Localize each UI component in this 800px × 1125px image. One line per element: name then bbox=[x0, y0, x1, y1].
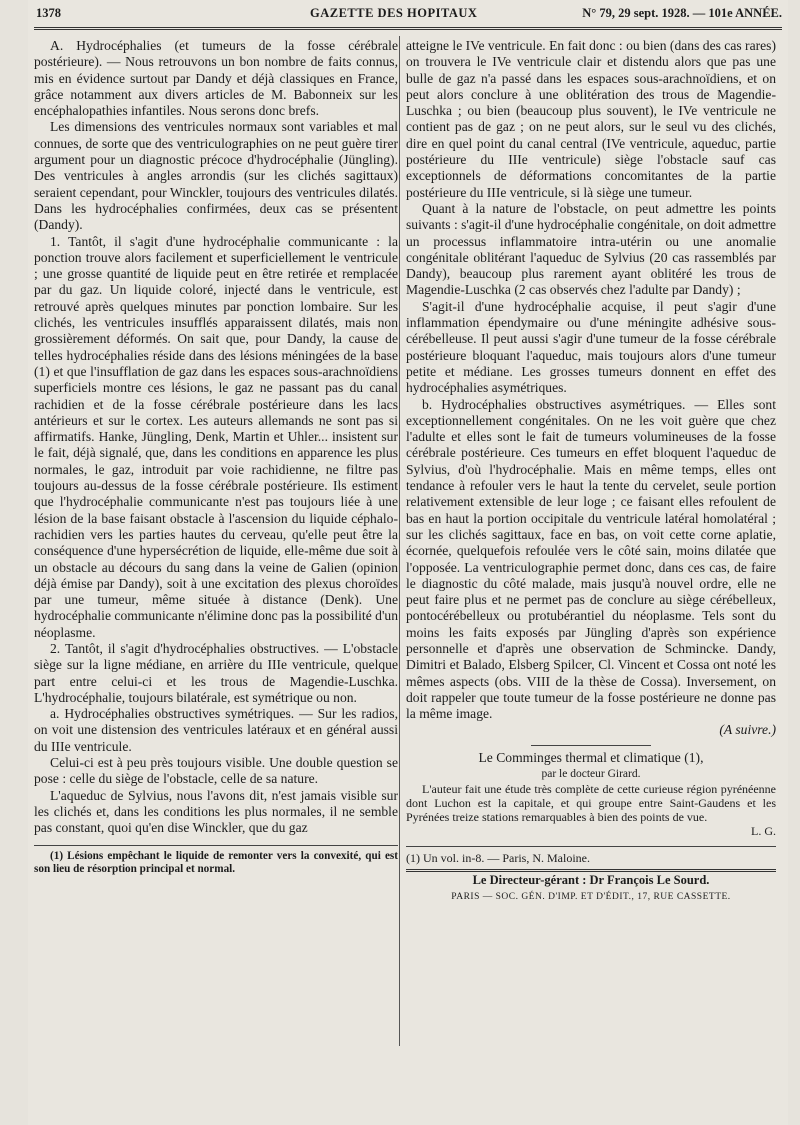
paragraph: Celui-ci est à peu près toujours visible. Une double question se pose : celle du siège de l'obstacle, celle de sa nature. bbox=[34, 755, 398, 787]
review-footnote: (1) Un vol. in-8. — Paris, N. Maloine. bbox=[406, 851, 590, 866]
paragraph: b. Hydrocéphalies obstructives asymétriques. — Elles sont exceptionnellement congénitales. On ne les voit guère que chez l'adulte et elles sont le fait de tumeurs volumineuses de la fosse cérébrale postérieure. Ces tumeurs en effet bloquent l'aqueduc de Sylvius, d'où l'hydrocéphalie. Mais en même temps, elles ont tendance à refouler vers le haut la tente du cervelet, seule portion relativement extensible de leur loge ; ce faisant elles refoulent de bas en haut la portion occipitale du ventricule latéral homolatéral ; sur les clichés sagittaux, face en bas, on voit cette corne aplatie, écornée, quelquefois refoulée vers le côté sain, moins dilatée que l'opposée. La ventriculographie permet donc, dans ces cas, de faire le diagnostic du côté malade, mais jusqu'à nouvel ordre, elle ne peut faire plus et ne permet pas de conclure au siège cérébelleux, pontocérébelleux ou protubérantiel du néoplasme. Tels sont du moins les faits exposés par Jüngling d'après son expérience personnelle et d'après une observation de Schmincke. Dandy, Dimitri et Balado, Elsberg Spilcer, Cl. Vincent et Cossa ont noté les mêmes aspects (obs. VIII de la thèse de Cossa). Inversement, on doit rappeler que toute tumeur de la fosse postérieure ne donne pas la même image. bbox=[406, 396, 776, 722]
right-column bbox=[406, 38, 776, 905]
header-rule bbox=[34, 27, 782, 30]
page-header bbox=[28, 6, 788, 24]
paragraph: Les dimensions des ventricules normaux sont variables et mal connues, de sorte que des ventriculographies on ne peut guère tirer argument pour un diagnostic précoce d'hydrocéphalie (Jüngling). Des ventricules à angles arrondis (sur les clichés sagittaux) seraient cependant, pour Winckler, toujours des ventricules dilatés. Dans les hydrocéphalies confirmées, deux cas se présentent (Dandy). bbox=[34, 119, 398, 233]
column-divider bbox=[399, 36, 400, 1046]
footnote-rule bbox=[406, 846, 776, 847]
newspaper-page bbox=[28, 0, 788, 1125]
paragraph: Quant à la nature de l'obstacle, on peut admettre les points suivants : s'agit-il d'une hydrocéphalie congénitale, on doit admettre un processus inflammatoire intra-utérin ou une anomalie congénitale oblitérant l'aqueduc de Sylvius (20 cas rassemblés par Dandy), beaucoup plus rarement ayant oblitéré les trous de Magendie-Luschka (2 cas observés chez l'adulte par Dandy) ; bbox=[406, 200, 776, 298]
paragraph: A. Hydrocéphalies (et tumeurs de la fosse cérébrale postérieure). — Nous retrouvons un bon nombre de faits connus, mis en évidence surtout par Dandy et déjà classiques en France, grâce notamment aux divers articles de M. Babonneix sur les encéphalopathies infantiles. Nous serons donc brefs. bbox=[34, 38, 398, 119]
review-body: L'auteur fait une étude très complète de cette curieuse région pyrénéenne dont Luchon est la capitale, et qui groupe entre Saint-Gaudens et les Pyrénées treize stations remarquables à bien des points de vue. bbox=[406, 782, 776, 825]
issue-info: N° 79, 29 sept. 1928. — 101e ANNÉE. bbox=[582, 6, 782, 20]
paragraph: S'agit-il d'une hydrocéphalie acquise, il peut s'agir d'une inflammation épendymaire ou d'une méningite adhésive sous-cérébelleuse. Il peut aussi s'agir d'une tumeur de la fosse cérébrale postérieure bloquant l'aqueduc, mais toujours alors d'une tumeur petite et médiane. Les grosses tumeurs donnent en effet des hydrocéphalies asymétriques. bbox=[406, 298, 776, 396]
review-signature: L. G. bbox=[751, 824, 776, 839]
footer-printer: PARIS — SOC. GÉN. D'IMP. ET D'ÉDIT., 17, RUE CASSETTE. bbox=[451, 891, 731, 902]
page-number: 1378 bbox=[36, 6, 61, 20]
journal-title: GAZETTE DES HOPITAUX bbox=[310, 6, 478, 20]
to-follow: (A suivre.) bbox=[719, 722, 776, 738]
section-separator bbox=[531, 745, 651, 746]
paragraph: 2. Tantôt, il s'agit d'hydrocéphalies obstructives. — L'obstacle siège sur la ligne médiane, en arrière du IIIe ventricule, quelque part entre celui-ci et les trous de Magendie-Luschka. L'hydrocéphalie, toujours bilatérale, est symétrique ou non. bbox=[34, 640, 398, 705]
review-author: par le docteur Girard. bbox=[541, 768, 641, 781]
left-column bbox=[34, 38, 398, 876]
paragraph: L'aqueduc de Sylvius, nous l'avons dit, n'est jamais visible sur les clichés et, dans les conditions les plus normales, il ne semble pas constant, quoi qu'en dise Winckler, que du gaz bbox=[34, 787, 398, 836]
footnote-rule bbox=[34, 845, 398, 846]
paragraph: atteigne le IVe ventricule. En fait donc : ou bien (dans des cas rares) on trouvera le IVe ventricule clair et distendu alors que pas une bulle de gaz n'a passé dans les espaces sous-arachnoïdiens, et on peut alors conclure à une oblitération des trous de Magendie-Luschka ; ou bien (beaucoup plus souvent), le IVe ventricule ne contient pas de gaz ; on ne peut alors, sur le seul vu des clichés, dire en quel point du canal central (IVe ventricule, aqueduc, partie postérieure du IIIe ventricule) siège l'obstacle sauf cas exceptionnels de déformations concomitantes de la partie postérieure du IIIe ventricule, si là siège une tumeur. bbox=[406, 38, 776, 200]
review-title: Le Comminges thermal et climatique (1), bbox=[478, 749, 704, 765]
paragraph: a. Hydrocéphalies obstructives symétriques. — Sur les radios, on voit une distension des ventricules latéraux et en général aussi du IIIe ventricule. bbox=[34, 706, 398, 754]
footer-manager: Le Directeur-gérant : Dr François Le Sourd. bbox=[472, 873, 710, 888]
footnote: (1) Lésions empêchant le liquide de remonter vers la convexité, qui est son lieu de résorption principal et normal. bbox=[34, 849, 398, 875]
paragraph: 1. Tantôt, il s'agit d'une hydrocéphalie communicante : la ponction trouve alors facilement et superficiellement le ventricule ; une grosse quantité de liquide peut en être retirée et remplacée par du gaz. Un liquide coloré, injecté dans le ventricule, est retrouvé après quelques minutes par ponction lombaire. Sur les clichés, les ventricules insufflés apparaissent dilatés, mais non grossièrement déformés. On sait que, pour Dandy, la cause de telles hydrocéphalies réside dans des lésions méningées de la base (1) et que l'insufflation de gaz dans les espaces sous-arachnoïdiens superficiels montre ces lésions, le gaz ne passant pas du canal rachidien et de la fosse cérébrale postérieure dans les lacs antérieurs et sur le cortex. Les auteurs allemands ne sont pas si affirmatifs. Hanke, Jüngling, Denk, Martin et Uhler... insistent sur le fait, déjà signalé, que, dans les conditions en apparence les plus normales, le gaz, introduit par voie rachidienne, ne filtre pas toujours au-dessus de la fosse cérébrale postérieure. Ils estiment que l'hydrocéphalie communicante n'est pas toujours liée à une lésion de la base faisant obstacle à l'ascension du liquide céphalo-rachidien vers les parties hautes du cerveau, qu'elle peut être la conséquence d'une hypersécrétion de liquide, elle-même due soit à un obstacle au décours du sang dans la veine de Galien (opinion déjà émise par Dandy), soit à une excitation des plexus choroïdes par une tumeur, même située à distance (Denk). Une hydrocéphalie communicante n'élimine donc pas la possibilité d'un néoplasme. bbox=[34, 233, 398, 640]
